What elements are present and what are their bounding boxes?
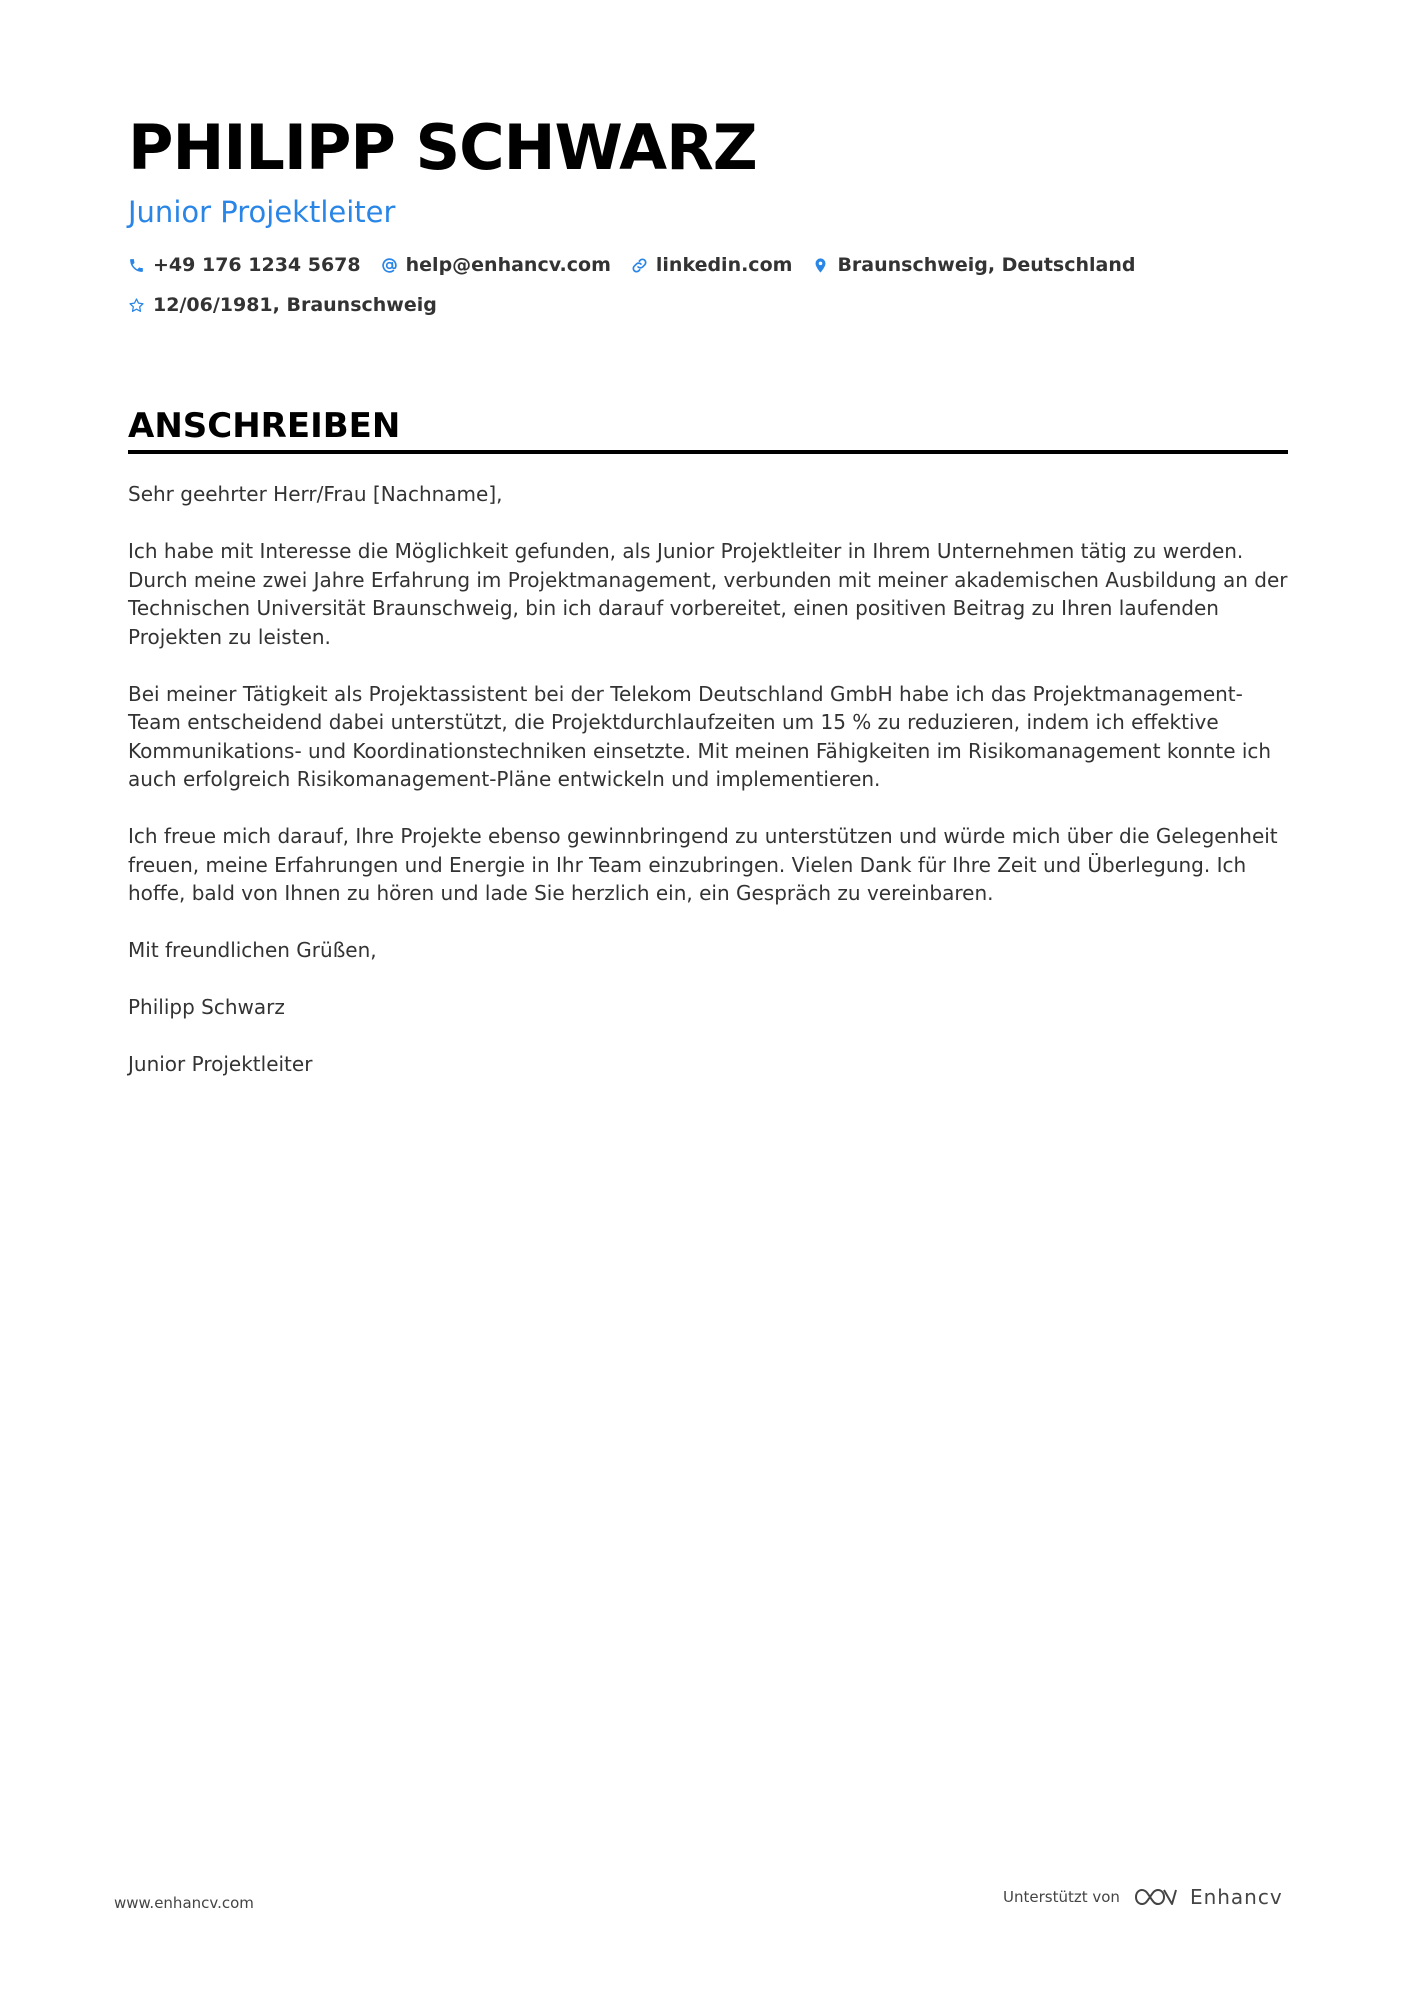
enhancv-logo-icon — [1132, 1884, 1178, 1910]
contact-info — [128, 252, 1288, 318]
signature-title: Junior Projektleiter — [128, 1052, 313, 1076]
contact-location — [812, 252, 1135, 278]
contact-phone — [128, 252, 361, 278]
link-icon — [631, 257, 648, 274]
star-icon — [128, 297, 145, 314]
letter-salutation: Sehr geehrter Herr/Frau [Nachname], — [128, 482, 503, 506]
location-text: Braunschweig, Deutschland — [837, 254, 1136, 276]
signature-name: Philipp Schwarz — [128, 995, 285, 1019]
email-text: help@enhancv.com — [405, 254, 611, 276]
powered-by-text: Unterstützt von — [1003, 1888, 1120, 1906]
at-icon — [381, 257, 398, 274]
candidate-name: PHILIPP SCHWARZ — [128, 111, 757, 184]
phone-icon — [128, 257, 145, 274]
letter-paragraph: Ich habe mit Interesse die Möglichkeit gefunden, als Junior Projektleiter in Ihrem Unternehmen tätig zu werden. Durch meine zwei Jahre Erfahrung im Projektmanagement, verbunden mit meiner akademischen Ausbildung an der Technischen Universität Braunschweig, bin ich darauf vorbereitet, einen positiven Beitrag zu Ihren laufenden Projekten zu leisten. — [128, 539, 1288, 649]
contact-link[interactable] — [631, 252, 793, 278]
birth-text: 12/06/1981, Braunschweig — [153, 294, 437, 316]
link-text: linkedin.com — [655, 254, 793, 276]
letter-closing: Mit freundlichen Grüßen, — [128, 938, 377, 962]
phone-text: +49 176 1234 5678 — [153, 254, 361, 276]
footer-url[interactable]: www.enhancv.com — [114, 1894, 254, 1912]
section-title: ANSCHREIBEN — [128, 406, 401, 446]
contact-birth — [128, 292, 437, 318]
section-divider — [128, 450, 1288, 454]
footer-branding — [1003, 1884, 1283, 1910]
brand-name: Enhancv — [1189, 1885, 1283, 1909]
letter-paragraph: Bei meiner Tätigkeit als Projektassistent bei der Telekom Deutschland GmbH habe ich das Projektmanagement-Team entscheidend dabei unterstützt, die Projektdurchlaufzeiten um 15 % zu reduzieren, indem ich effektive Kommunikations- und Koordinationstechniken einsetzte. Mit meinen Fähigkeiten im Risikomanagement konnte ich auch erfolgreich Risikomanagement-Pläne entwickeln und implementieren. — [128, 681, 1272, 791]
location-pin-icon — [812, 257, 829, 274]
candidate-title: Junior Projektleiter — [128, 195, 396, 229]
letter-body — [128, 480, 1293, 1107]
letter-paragraph: Ich freue mich darauf, Ihre Projekte ebenso gewinnbringend zu unterstützen und würde mich über die Gelegenheit freuen, meine Erfahrungen und Energie in Ihr Team einzubringen. Vielen Dank für Ihre Zeit und Überlegung. Ich hoffe, bald von Ihnen zu hören und lade Sie herzlich ein, ein Gespräch zu vereinbaren. — [128, 824, 1278, 905]
contact-email[interactable] — [381, 252, 611, 278]
